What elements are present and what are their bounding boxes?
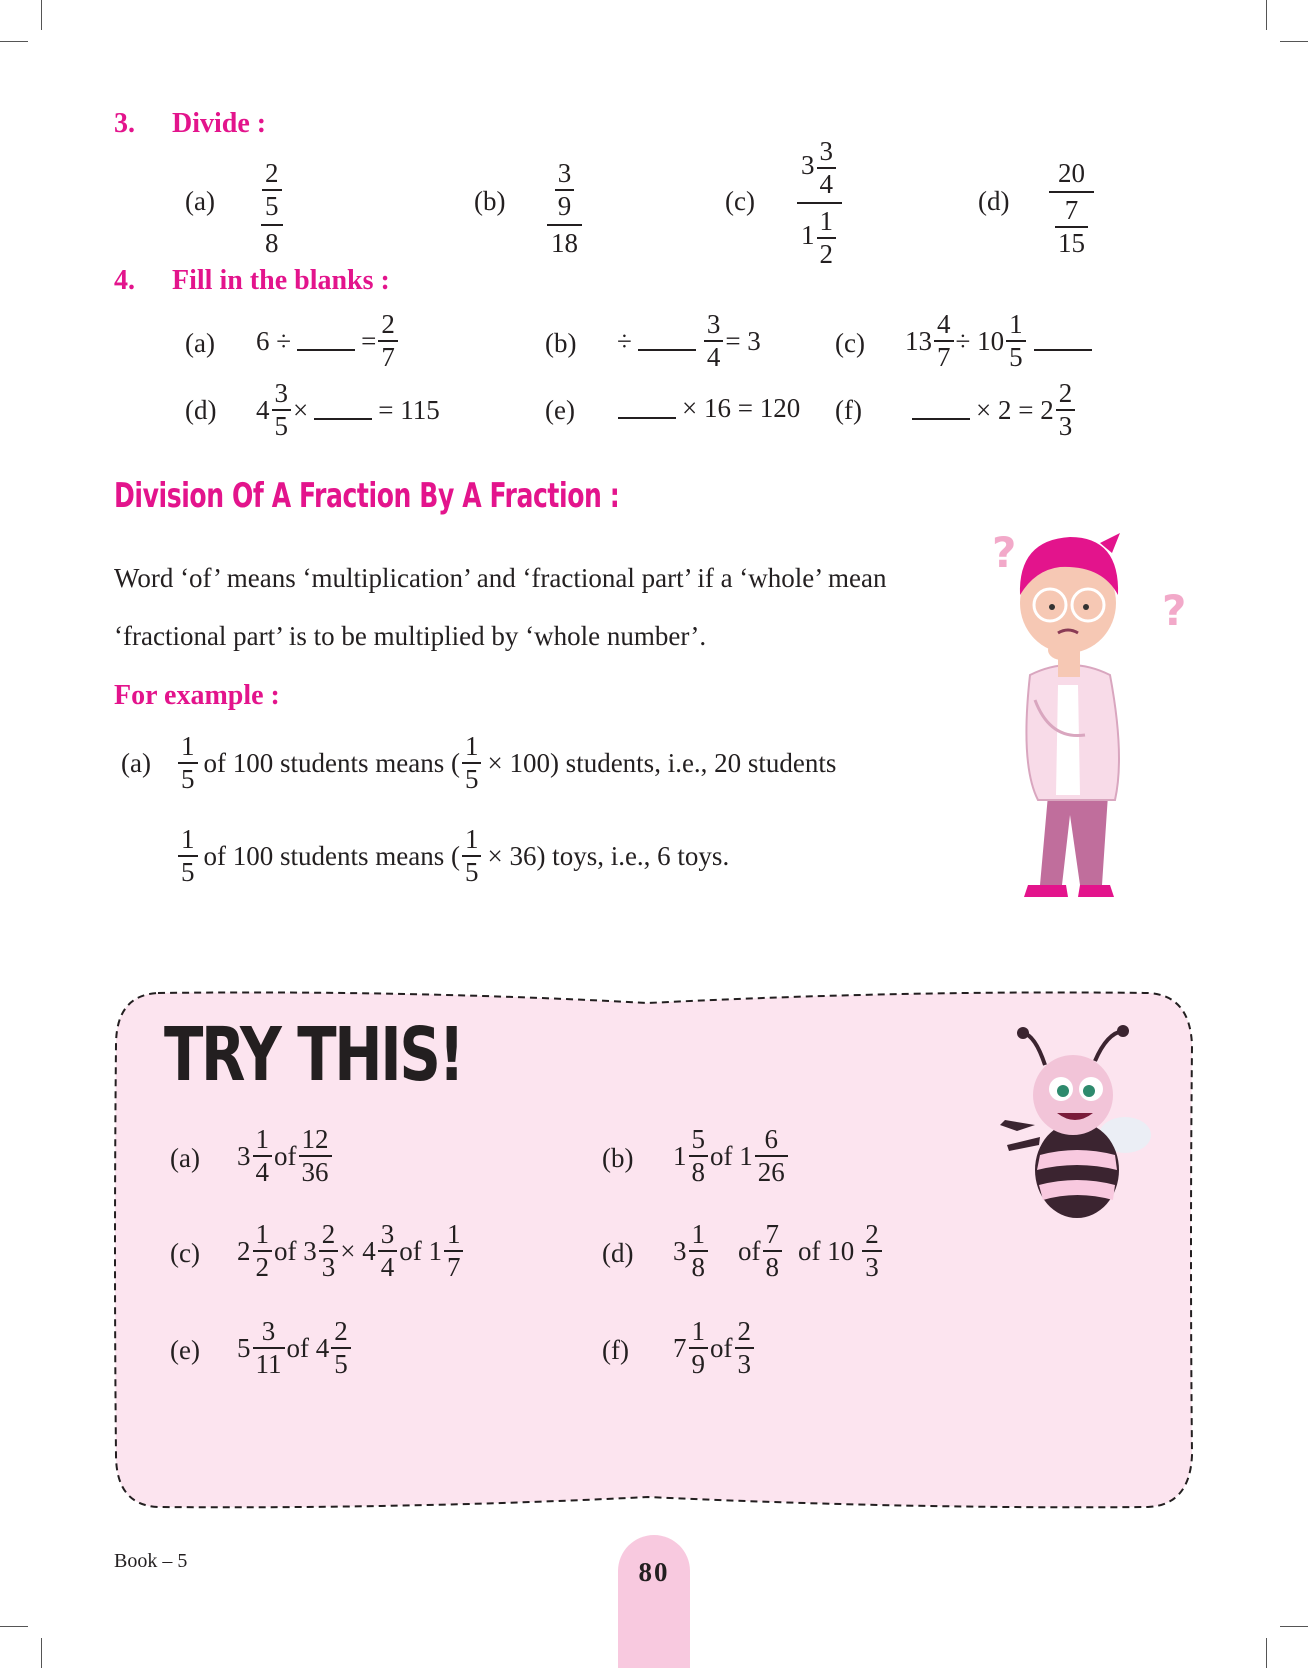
fill-d-label: (d): [185, 395, 217, 425]
try-f-label: (f): [602, 1335, 629, 1365]
bee-mascot-illustration: [995, 1025, 1175, 1230]
divide-c-label: (c): [725, 186, 755, 216]
try-f-expression: 7 $\frac{1}{9}$ of $\frac{2}{3}$: [673, 1318, 756, 1378]
blank-line[interactable]: [912, 400, 970, 420]
blank-line[interactable]: [1034, 331, 1092, 351]
fill-b-label: (b): [545, 328, 577, 358]
blank-line[interactable]: [314, 400, 372, 420]
fill-f-expression: × 2 = 2 $\frac{2}{3}$: [906, 380, 1077, 440]
fill-a-label: (a): [185, 328, 215, 358]
fill-e-expression: × 16 = 120: [612, 393, 800, 424]
example-a-label: (a): [121, 748, 151, 778]
try-b-expression: 1 $\frac{5}{8}$ of 1 $\frac{6}{26}$: [673, 1126, 790, 1186]
divide-c-expression: 3 $\frac{3}{4}$ 1 $\frac{1}{2}$: [797, 138, 842, 268]
crop-mark: [1266, 0, 1267, 30]
section-3-title: Divide :: [172, 108, 267, 139]
blank-line[interactable]: [638, 331, 696, 351]
try-c-label: (c): [170, 1238, 200, 1268]
fill-f-label: (f): [835, 395, 862, 425]
divide-d-expression: 20 $\frac{7}{15}$: [1049, 160, 1094, 257]
thinking-girl-illustration: [990, 525, 1200, 910]
fill-d-expression: 4 $\frac{3}{5}$ × = 115: [256, 378, 440, 441]
try-this-title: TRY THIS!: [164, 1012, 463, 1098]
section-4-title: Fill in the blanks :: [172, 265, 390, 296]
divide-b-label: (b): [474, 186, 506, 216]
try-e-label: (e): [170, 1335, 200, 1365]
division-paragraph-line-1: Word ‘of’ means ‘multiplication’ and ‘fractional part’ if a ‘whole’ mean: [114, 563, 887, 593]
crop-mark: [1266, 1638, 1267, 1668]
try-b-label: (b): [602, 1143, 634, 1173]
try-a-label: (a): [170, 1143, 200, 1173]
divide-a-expression: $\frac{2}{5}$ 8: [256, 160, 288, 257]
crop-mark: [0, 41, 28, 42]
page-number: 80: [638, 1557, 670, 1587]
divide-a-label: (a): [185, 186, 215, 216]
example-b-expression: $\frac{1}{5}$ of 100 students means ( $\frac{1}{5}$ × 36) toys, i.e., 6 toys.: [176, 826, 729, 886]
page-number-tab: [618, 1535, 690, 1668]
divide-d-label: (d): [978, 186, 1010, 216]
try-e-expression: 5 $\frac{3}{11}$ of 4 $\frac{2}{5}$: [237, 1318, 353, 1378]
division-paragraph-line-2: ‘fractional part’ is to be multiplied by ‘whole number’.: [114, 621, 707, 651]
example-title: For example :: [114, 680, 280, 711]
footer-book-label: Book – 5: [114, 1550, 188, 1572]
question-mark-icon: ?: [1162, 586, 1187, 635]
divide-b-expression: $\frac{3}{9}$ 18: [547, 160, 582, 257]
fill-b-expression: ÷ $\frac{3}{4}$ = 3: [617, 309, 761, 372]
section-3-number: 3.: [114, 108, 135, 139]
fill-c-expression: 13 $\frac{4}{7}$ ÷ 10 $\frac{1}{5}$: [905, 311, 1098, 371]
crop-mark: [0, 1626, 28, 1627]
crop-mark: [41, 0, 42, 30]
fill-e-label: (e): [545, 395, 575, 425]
crop-mark: [41, 1638, 42, 1668]
fill-c-label: (c): [835, 328, 865, 358]
crop-mark: [1280, 1626, 1308, 1627]
fill-a-expression: 6 ÷ = $\frac{2}{7}$: [256, 311, 400, 371]
crop-mark: [1280, 41, 1308, 42]
blank-line[interactable]: [297, 331, 355, 351]
example-a-expression: $\frac{1}{5}$ of 100 students means ( $\frac{1}{5}$ × 100) students, i.e., 20 students: [176, 733, 836, 793]
try-d-expression: 3 $\frac{1}{8}$ of $\frac{7}{8}$ of 10 $\frac{2}{3}$: [673, 1221, 884, 1281]
try-c-expression: 2 $\frac{1}{2}$ of 3 $\frac{2}{3}$ × 4 $\frac{3}{4}$ of 1 $\frac{1}{7}$: [237, 1221, 465, 1281]
question-mark-icon: ?: [992, 528, 1017, 577]
section-4-number: 4.: [114, 265, 135, 296]
blank-line[interactable]: [618, 399, 676, 419]
division-heading: Division Of A Fraction By A Fraction :: [114, 476, 620, 516]
try-d-label: (d): [602, 1238, 634, 1268]
try-a-expression: 3 $\frac{1}{4}$ of $\frac{12}{36}$: [237, 1126, 334, 1186]
